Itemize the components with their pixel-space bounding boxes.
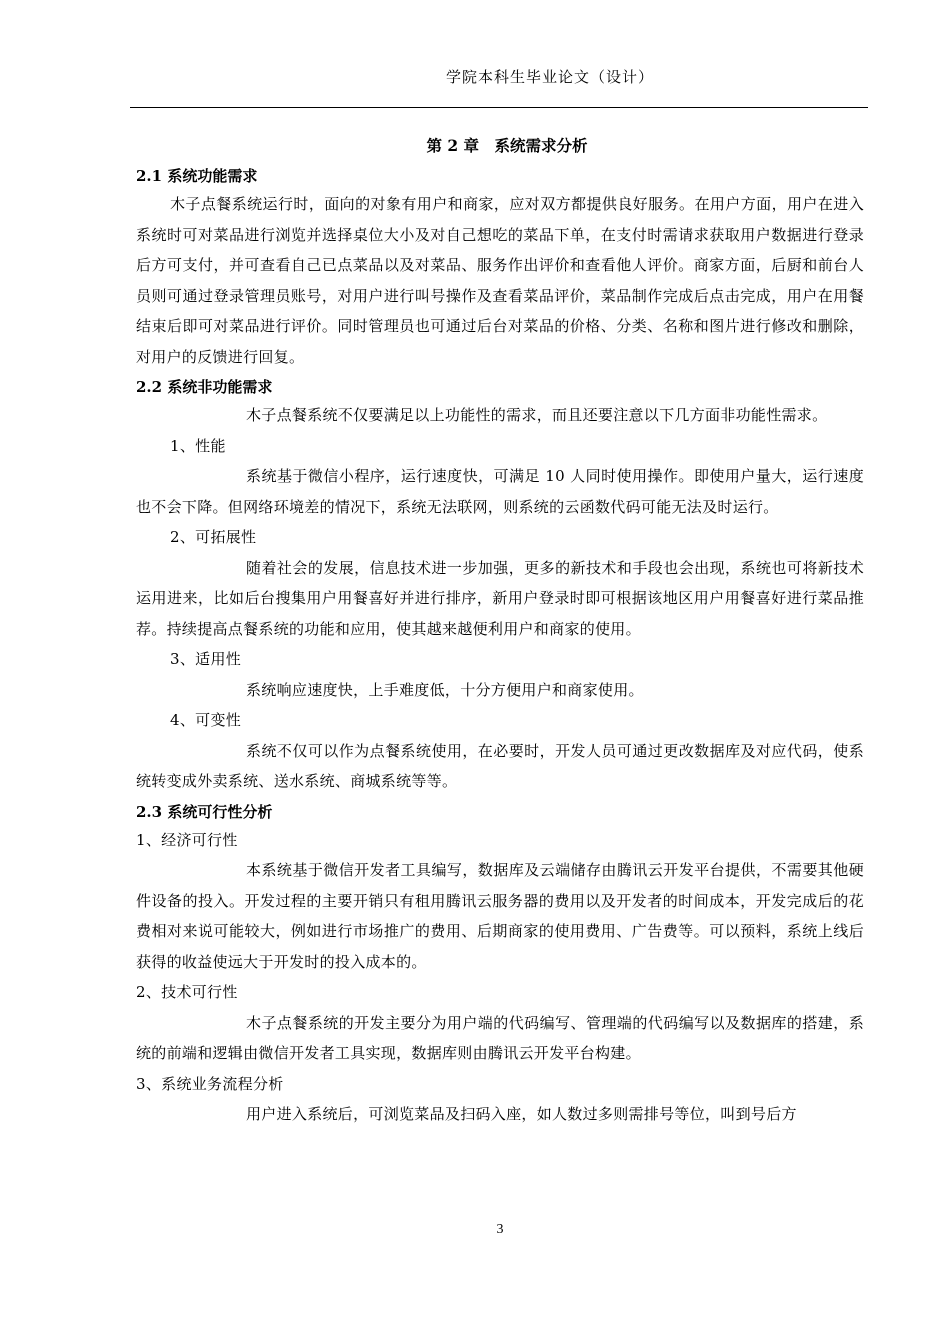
page-content [136, 133, 864, 1130]
section-heading-2-3: 2.3 系统可行性分析 [136, 802, 273, 821]
list-item-label: 1、经济可行性 [136, 830, 238, 849]
chapter-title: 第 2 章 系统需求分析 [426, 136, 588, 155]
paragraph: 用户进入系统后，可浏览菜品及扫码入座，如人数过多则需排号等位，叫到号后方 [246, 1105, 797, 1123]
list-item-label: 2、可拓展性 [170, 528, 257, 546]
paragraph: 本系统基于微信开发者工具编写，数据库及云端储存由腾讯云开发平台提供，不需要其他硬件设备的投入。开发过程的主要开销只有租用腾讯云服务器的费用以及开发者的时间成本，开发完成后的花费相对来说可能较大，例如进行市场推广的费用、后期商家的使用费用、广告费等。可以预料，系统上线后获得的收益使远大于开发时的投入成本的。 [136, 861, 864, 971]
paragraph: 木子点餐系统不仅要满足以上功能性的需求，而且还要注意以下几方面非功能性需求。 [246, 406, 828, 424]
page-header: 学院本科生毕业论文（设计） [445, 68, 654, 86]
list-item-label: 4、可变性 [170, 711, 242, 729]
paragraph: 随着社会的发展，信息技术进一步加强，更多的新技术和手段也会出现，系统也可将新技术运用进来，比如后台搜集用户用餐喜好并进行排序，新用户登录时即可根据该地区用户用餐喜好进行菜品推荐。持续提高点餐系统的功能和应用，使其越来越便利用户和商家的使用。 [136, 558, 864, 638]
paragraph: 系统基于微信小程序，运行速度快，可满足 10 人同时使用操作。即使用户量大，运行速度也不会下降。但网络环境差的情况下，系统无法联网，则系统的云函数代码可能无法及时运行。 [136, 467, 864, 516]
list-item-label: 1、性能 [170, 436, 226, 455]
paragraph: 系统响应速度快，上手难度低，十分方便用户和商家使用。 [246, 680, 644, 699]
paragraph: 木子点餐系统的开发主要分为用户端的代码编写、管理端的代码编写以及数据库的搭建，系统的前端和逻辑由微信开发者工具实现，数据库则由腾讯云开发平台构建。 [136, 1013, 864, 1062]
list-item-label: 3、适用性 [170, 650, 242, 668]
paragraph: 系统不仅可以作为点餐系统使用，在必要时，开发人员可通过更改数据库及对应代码，使系统转变成外卖系统、送水系统、商城系统等等。 [136, 741, 864, 790]
page-number: 3 [496, 1222, 504, 1237]
section-heading-2-1: 2.1 系统功能需求 [136, 167, 258, 185]
section-heading-2-2: 2.2 系统非功能需求 [136, 378, 273, 396]
list-item-label: 2、技术可行性 [136, 983, 238, 1001]
header-divider [130, 107, 868, 108]
list-item-label: 3、系统业务流程分析 [136, 1074, 284, 1093]
paragraph: 木子点餐系统运行时，面向的对象有用户和商家，应对双方都提供良好服务。在用户方面，用户在进入系统时可对菜品进行浏览并选择桌位大小及对自己想吃的菜品下单，在支付时需请求获取用户数据进行登录后方可支付，并可查看自己已点菜品以及对菜品、服务作出评价和查看他人评价。商家方面，后厨和前台人员则可通过登录管理员账号，对用户进行叫号操作及查看菜品评价，菜品制作完成后点击完成，用户在用餐结束后即可对菜品进行评价。同时管理员也可通过后台对菜品的价格、分类、名称和图片进行修改和删除，对用户的反馈进行回复。 [136, 195, 864, 366]
